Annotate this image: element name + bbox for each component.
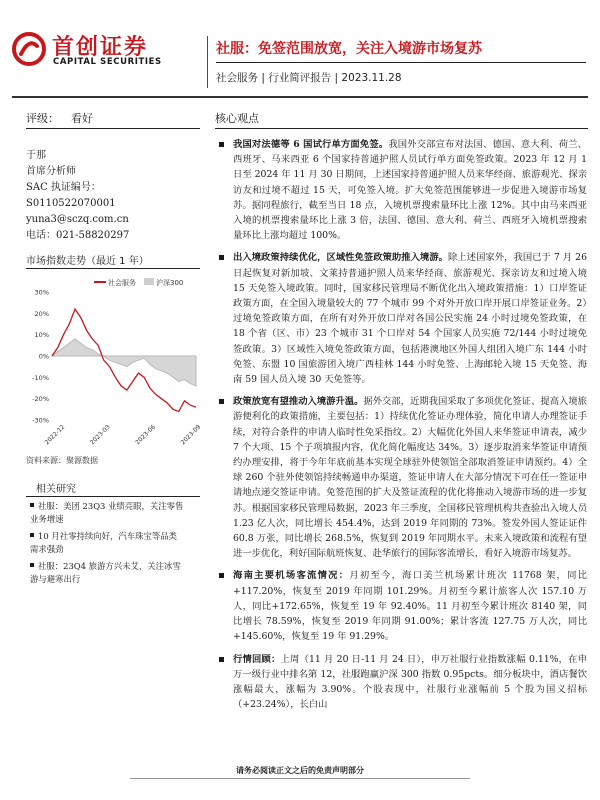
- logo-text-cn: 首创证券: [52, 35, 149, 60]
- y-tick-label: -20%: [32, 395, 49, 404]
- x-tick-label: 2023-09: [179, 423, 203, 447]
- bullet-dot-icon: [30, 503, 34, 507]
- core-heading: 核心观点: [215, 112, 259, 125]
- chart-title: 市场指数走势（最近 1 年）: [26, 256, 149, 267]
- x-tick-label: 2023-06: [134, 423, 157, 447]
- viewpoint-item: 出入境政策持续优化，区域性免签政策助推入境游。除上述国家外，我国已于 7 月 26 日起恢复对新加坡、文莱持普通护照人员来华经商、旅游观光、探亲访友和过境入境 15 天免签入境政策。同时，国家移民管理局不断优化出入境政策措施：1）口岸签证政策方面，在全国入境量较大的 77 个城市 99 个对外开放口岸开展口岸签证业务。2）过境免签政策方面，在所有对外开放口岸对各国公民实施 24 小时过境免签政策，在 18 个省（区、市）23 个城市 31 个口岸对 54 个国家人员实施 72/144 小时过境免签政策。3）区域性入境免签政策方面，包括港澳地区外国人组团入境广东 144 小时免签、东盟 10 国旅游团入境广西桂林 144 小时免签、上海邮轮入境 15 天免签、海南 59 国人员入境 30 天免签等。: [215, 250, 587, 387]
- viewpoint-item: 我国对法德等 6 国试行单方面免签。我国外交部宣布对法国、德国、意大利、荷兰、西班牙、马来西亚 6 个国家持普通护照人员试行单方面免签政策。2023 年 12 月 1 日至 2024 年 11 月 30 日期间，上述国家持普通护照人员来华经商、旅游观光、探亲访友和过境不超过 15 天，可免签入境。扩大免签范围能够进一步促进入境游市场复苏。据同程旅行，截至当日 18 点，入境机票搜索量环比上涨 12%。其中由马来西亚入境的机票搜索量环比上涨 3 倍，法国、德国、意大利、荷兰、西班牙入境机票搜索量环比上涨均超过 100%。: [215, 137, 587, 243]
- report-subtitle: 社会服务 | 行业简评报告 | 2023.11.28: [216, 72, 402, 84]
- rating-label: 评级：: [26, 112, 59, 125]
- related-title: 相关研究: [36, 484, 76, 495]
- related-rule: [26, 496, 200, 497]
- core-viewpoints: [215, 137, 587, 712]
- x-tick-label: 2022-12: [43, 423, 67, 447]
- y-tick-label: 20%: [34, 309, 49, 318]
- related-item[interactable]: 社服：美团 23Q3 业绩亮眼，关注零售业务增速: [30, 501, 184, 524]
- bullet-square-icon: [219, 573, 224, 578]
- bullet-square-icon: [219, 255, 224, 260]
- related-item[interactable]: 10 月社零持续向好，汽车珠宝等品类需求强劲: [30, 531, 177, 554]
- analyst-sac-number: S0110522070001: [26, 198, 116, 209]
- rating-rule: [26, 128, 200, 129]
- viewpoint-item: 海南主要机场客流情况：月初至今，海口美兰机场累计班次 11768 架，同比+117.20%，恢复至 2019 年同期 101.29%。月初至今累计旅客人次 157.10 万人，同比+172.65%，恢复至 19 年 92.40%。11 月初至今累计班次 8140 架，同比增长 78.59%，恢复至 2019 年同期 91.00%；累计客流 127.75 万人次，同比+145.60%，恢复至 19 年 91.29%。: [215, 568, 587, 644]
- viewpoint-item: 政策放宽有望推动入境游升温。据外交部，近期我国采取了多项优化签证、提高入境旅游便利化的政策措施，主要包括：1）持续优化签证办理体验，简化申请人办理签证手续，对符合条件的申请人临时性免采指纹。2）大幅优化外国人来华签证申请表，减少 7 个大项、15 个子项填报内容，优化简化幅度达 34%。3）逐步取消来华签证申请预约办理安排，将于今年年底前基本实现全球驻外使领馆全部取消签证申请预约。4）全球 260 个驻外使领馆持续畅通申办渠道，签证申请人在大部分情况下可在任一签证申请地点递交签证申请。免签范围的扩大及签证流程的优化将推动入境游市场的进一步复苏。根据国家移民管理局数据，2023 年三季度，全国移民管理机构共查验出入境人员 1.23 亿人次，同比增长 454.4%，达到 2019 年同期的 73%。签发外国人签证证件 60.8 万张，同比增长 268.5%，恢复到 2019 年同期水平。未来入境政策和流程有望进一步优化，利好国际航班恢复、赴华旅行的国际客流增长，看好入境游市场复苏。: [215, 394, 587, 561]
- company-logo: [12, 30, 197, 70]
- disclaimer-footer: 请务必阅读正文之后的免责声明部分: [236, 765, 364, 775]
- legend-label-b: 沪深300: [156, 279, 184, 287]
- analyst-name: 于那: [26, 150, 46, 161]
- bullet-dot-icon: [30, 563, 34, 567]
- bullet-dot-icon: [30, 533, 34, 537]
- bullet-square-icon: [219, 142, 224, 147]
- legend-swatch-b: [144, 278, 154, 285]
- y-tick-label: 10%: [34, 331, 49, 340]
- header-rule: [216, 62, 586, 63]
- related-item[interactable]: 社服：23Q4 旅游方兴未艾，关注冰雪游与避寒出行: [30, 561, 181, 584]
- related-list: [30, 500, 184, 586]
- logo-mark-icon: [12, 32, 46, 66]
- rating-value: 看好: [71, 112, 93, 125]
- footer-rule: [130, 778, 470, 779]
- viewpoint-item: 行情回顾：上周（11 月 20 日-11 月 24 日），申万社服行业指数涨幅 0.11%，在申万一级行业中排名第 12，社服跑赢沪深 300 指数 0.95pcts。细分板块中，酒店餐饮涨幅最大，涨幅为 3.90%。个股表现中，社服行业涨幅前 5 个股为国义招标（+23.24%），长白山: [215, 652, 587, 713]
- y-tick-label: 30%: [34, 288, 49, 297]
- analyst-email[interactable]: yuna3@sczq.com.cn: [26, 214, 129, 225]
- legend-label-a: 社会服务: [108, 279, 136, 287]
- chart-source: 资料来源：聚源数据: [26, 456, 98, 465]
- analyst-phone: 电话：021-58820297: [26, 230, 130, 241]
- chart-title-rule: [26, 268, 200, 269]
- y-tick-label: -30%: [32, 416, 49, 425]
- report-title: 社服：免签范围放宽，关注入境游市场复苏: [216, 41, 482, 57]
- core-rule: [215, 128, 588, 129]
- logo-text-en: CAPITAL SECURITIES: [53, 57, 162, 67]
- top-rule: [12, 96, 588, 98]
- bullet-square-icon: [219, 399, 224, 404]
- analyst-role: 首席分析师: [26, 166, 76, 177]
- bullet-square-icon: [219, 657, 224, 662]
- header-divider: [207, 36, 208, 88]
- analyst-sac-label: SAC 执证编号：: [26, 182, 101, 193]
- market-index-chart: [26, 270, 203, 450]
- y-tick-label: 0%: [38, 352, 49, 361]
- y-tick-label: -10%: [32, 373, 49, 382]
- chart-legend: [94, 278, 183, 287]
- x-tick-label: 2023-03: [88, 423, 112, 447]
- series-hs300-line: [52, 339, 196, 386]
- rating: [26, 110, 93, 126]
